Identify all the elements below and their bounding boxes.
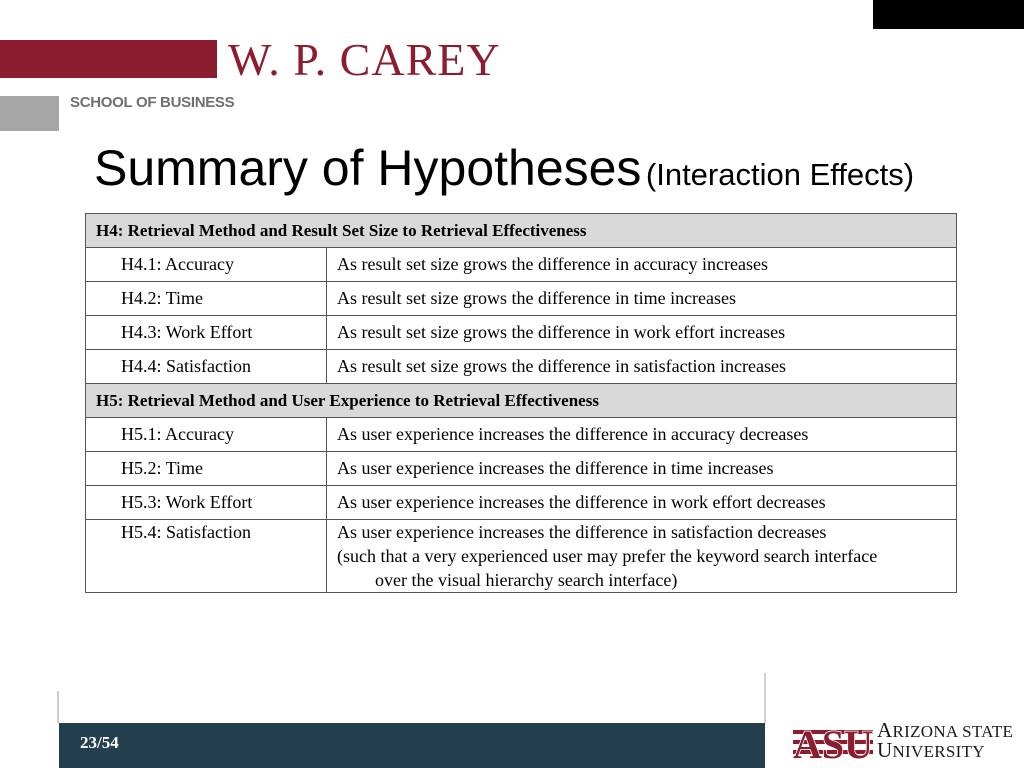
hypothesis-text: As user experience increases the difference in time increases <box>327 452 957 486</box>
table-row <box>86 418 957 452</box>
hypotheses-table <box>85 213 957 593</box>
hypothesis-text-line1: As user experience increases the difference in satisfaction decreases <box>337 522 827 542</box>
table-row <box>86 282 957 316</box>
table-section-header <box>86 214 957 248</box>
hypothesis-text: As result set size grows the difference in time increases <box>327 282 957 316</box>
table-section-header <box>86 384 957 418</box>
title-main: Summary of Hypotheses <box>94 140 642 196</box>
table-row <box>86 350 957 384</box>
table-row <box>86 316 957 350</box>
top-black-band <box>873 0 1024 29</box>
footer-divider-left <box>57 691 59 723</box>
hypothesis-text-multiline <box>327 520 957 593</box>
section-heading-h4: H4: Retrieval Method and Result Set Size to Retrieval Effectiveness <box>86 214 957 248</box>
hypothesis-code: H4.2: Time <box>86 282 327 316</box>
table-row <box>86 520 957 593</box>
asu-logo-icon <box>793 722 873 762</box>
hypothesis-code: H5.3: Work Effort <box>86 486 327 520</box>
asu-name: ARIZONA STATE UNIVERSITY <box>877 718 1014 762</box>
hypothesis-text: As user experience increases the difference in work effort decreases <box>327 486 957 520</box>
table-row <box>86 452 957 486</box>
wp-carey-logo: W. P. CAREY <box>228 34 501 85</box>
footer-bar <box>59 723 765 768</box>
hypothesis-code: H4.4: Satisfaction <box>86 350 327 384</box>
page-number: 23/54 <box>80 733 119 752</box>
asu-logo-text: ASU <box>793 722 873 762</box>
hypothesis-code: H5.2: Time <box>86 452 327 486</box>
hypothesis-text: As result set size grows the difference in accuracy increases <box>327 248 957 282</box>
hypothesis-text: As user experience increases the difference in accuracy decreases <box>327 418 957 452</box>
hypothesis-code: H4.1: Accuracy <box>86 248 327 282</box>
hypothesis-code: H5.4: Satisfaction <box>86 520 327 593</box>
header-red-bar <box>0 40 217 78</box>
section-heading-h5: H5: Retrieval Method and User Experience to Retrieval Effectiveness <box>86 384 957 418</box>
title-sub: (Interaction Effects) <box>645 157 915 192</box>
school-of-business-label: SCHOOL OF BUSINESS <box>70 94 235 111</box>
hypothesis-code: H5.1: Accuracy <box>86 418 327 452</box>
footer-divider-right <box>764 673 766 723</box>
hypothesis-text: As result set size grows the difference in work effort increases <box>327 316 957 350</box>
table-row <box>86 486 957 520</box>
hypothesis-text-line2: (such that a very experienced user may prefer the keyword search interface <box>337 546 878 566</box>
hypothesis-code: H4.3: Work Effort <box>86 316 327 350</box>
hypothesis-text-line3: over the visual hierarchy search interface) <box>375 570 678 590</box>
hypothesis-text: As result set size grows the difference in satisfaction increases <box>327 350 957 384</box>
header-gray-block <box>0 96 59 131</box>
page-title <box>94 140 914 209</box>
table-row <box>86 248 957 282</box>
